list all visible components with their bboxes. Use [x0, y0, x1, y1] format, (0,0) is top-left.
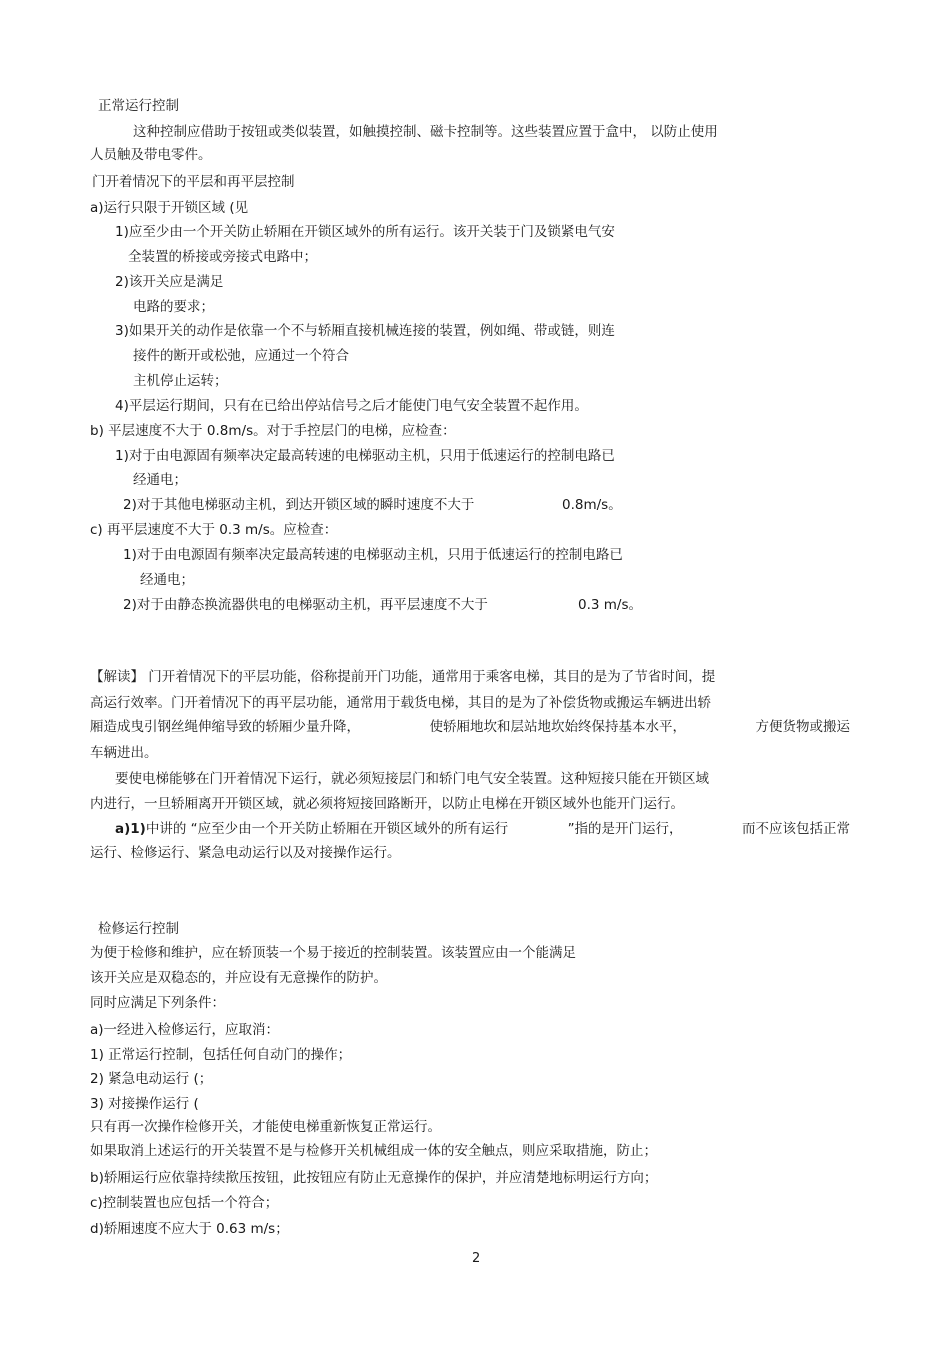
paragraph-line: 人员触及带电零件。: [90, 147, 212, 163]
clause-line: 只有再一次操作检修开关，才能使电梯重新恢复正常运行。: [90, 1119, 441, 1135]
interpretation-line: 车辆进出。: [90, 745, 158, 761]
clause-b2: 2)对于其他电梯驱动主机，到达开锁区域的瞬时速度不大于: [123, 497, 475, 513]
clause-a3: 3)如果开关的动作是依靠一个不与轿厢直接机械连接的装置，例如绳、带或链，则连: [115, 323, 615, 339]
clause-line: a)一经进入检修运行，应取消：: [90, 1022, 280, 1038]
clause-line: d)轿厢速度不应大于 0.63 m/s；: [90, 1221, 289, 1237]
clause-line: b)轿厢运行应依靠持续揿压按钮，此按钮应有防止无意操作的保护，并应清楚地标明运行方向；: [90, 1170, 658, 1186]
clause-a2-cont: 电路的要求；: [133, 299, 214, 315]
interpretation-segment: 方便货物或搬运: [755, 719, 850, 735]
clause-a: a)运行只限于开锁区域 (见: [90, 200, 249, 216]
interpretation-segment: 使轿厢地坎和层站地坎始终保持基本水平，: [429, 719, 686, 735]
clause-a3-cont2: 主机停止运转；: [133, 373, 228, 389]
clause-c1-cont: 经通电；: [140, 572, 194, 588]
clause-a3-cont: 接件的断开或松弛，应通过一个符合: [133, 348, 349, 364]
clause-a4: 4)平层运行期间，只有在已给出停站信号之后才能使门电气安全装置不起作用。: [115, 398, 588, 414]
clause-a1: 1)应至少由一个开关防止轿厢在开锁区域外的所有运行。该开关装于门及锁紧电气安: [115, 224, 615, 240]
clause-a2: 2)该开关应是满足: [115, 274, 224, 290]
clause-c2-value: 0.3 m/s。: [578, 597, 642, 613]
interpretation-line: 要使电梯能够在门开着情况下运行，就必须短接层门和轿门电气安全装置。这种短接只能在开锁区域: [115, 771, 709, 787]
interpretation-line-justified: [115, 820, 850, 838]
clause-line: 3) 对接操作运行 (: [90, 1096, 199, 1112]
clause-b2-value: 0.8m/s。: [562, 497, 622, 513]
clause-c: c) 再平层速度不大于 0.3 m/s。应检查：: [90, 522, 338, 538]
paragraph-line: 该开关应是双稳态的，并应设有无意操作的防护。: [90, 970, 387, 986]
clause-c2: 2)对于由静态换流器供电的电梯驱动主机，再平层速度不大于: [123, 597, 488, 613]
page-number: 2: [472, 1251, 481, 1266]
clause-line: 如果取消上述运行的开关装置不是与检修开关机械组成一体的安全触点，则应采取措施，防止；: [90, 1143, 657, 1159]
clause-line: 2) 紧急电动运行 (；: [90, 1071, 213, 1087]
paragraph-line: 为便于检修和维护，应在轿顶装一个易于接近的控制装置。该装置应由一个能满足: [90, 945, 576, 961]
clause-b: b) 平层速度不大于 0.8m/s。对于手控层门的电梯，应检查：: [90, 423, 456, 439]
interpretation-line: 内进行，一旦轿厢离开开锁区域，就必须将短接回路断开，以防止电梯在开锁区域外也能开门运行。: [90, 796, 684, 812]
interpretation-segment: ”指的是开门运行，: [567, 821, 683, 837]
clause-b1: 1)对于由电源固有频率决定最高转速的电梯驱动主机，只用于低速运行的控制电路已: [115, 448, 615, 464]
clause-c1: 1)对于由电源固有频率决定最高转速的电梯驱动主机，只用于低速运行的控制电路已: [123, 547, 623, 563]
clause-b1-cont: 经通电；: [133, 472, 187, 488]
interpretation-line: 高运行效率。门开着情况下的再平层功能，通常用于载货电梯，其目的是为了补偿货物或搬运车辆进出轿: [90, 695, 711, 711]
subsection-title: 门开着情况下的平层和再平层控制: [92, 174, 295, 190]
clause-line: c)控制装置也应包括一个符合；: [90, 1195, 279, 1211]
section-title-inspection-operation: 检修运行控制: [98, 921, 179, 937]
clause-a1-cont: 全装置的桥接或旁接式电路中；: [128, 249, 317, 265]
clause-line: 1) 正常运行控制，包括任何自动门的操作；: [90, 1047, 352, 1063]
clause-reference: a)1): [115, 821, 146, 837]
interpretation-line: 运行、检修运行、紧急电动运行以及对接操作运行。: [90, 845, 401, 861]
interpretation-segment: 而不应该包括正常: [741, 821, 850, 837]
interpretation-line: 【解读】 门开着情况下的平层功能，俗称提前开门功能，通常用于乘客电梯，其目的是为了节省时间，提: [90, 669, 716, 685]
interpretation-segment: 厢造成曳引钢丝绳伸缩导致的轿厢少量升降，: [90, 719, 360, 735]
section-title-normal-operation: 正常运行控制: [98, 98, 179, 114]
paragraph-line: 这种控制应借助于按钮或类似装置，如触摸控制、磁卡控制等。这些装置应置于盒中， 以防止使用: [133, 124, 718, 140]
interpretation-line-justified: [90, 718, 850, 736]
paragraph-line: 同时应满足下列条件：: [90, 995, 225, 1011]
interpretation-segment: 中讲的 “应至少由一个开关防止轿厢在开锁区域外的所有运行: [145, 821, 509, 837]
